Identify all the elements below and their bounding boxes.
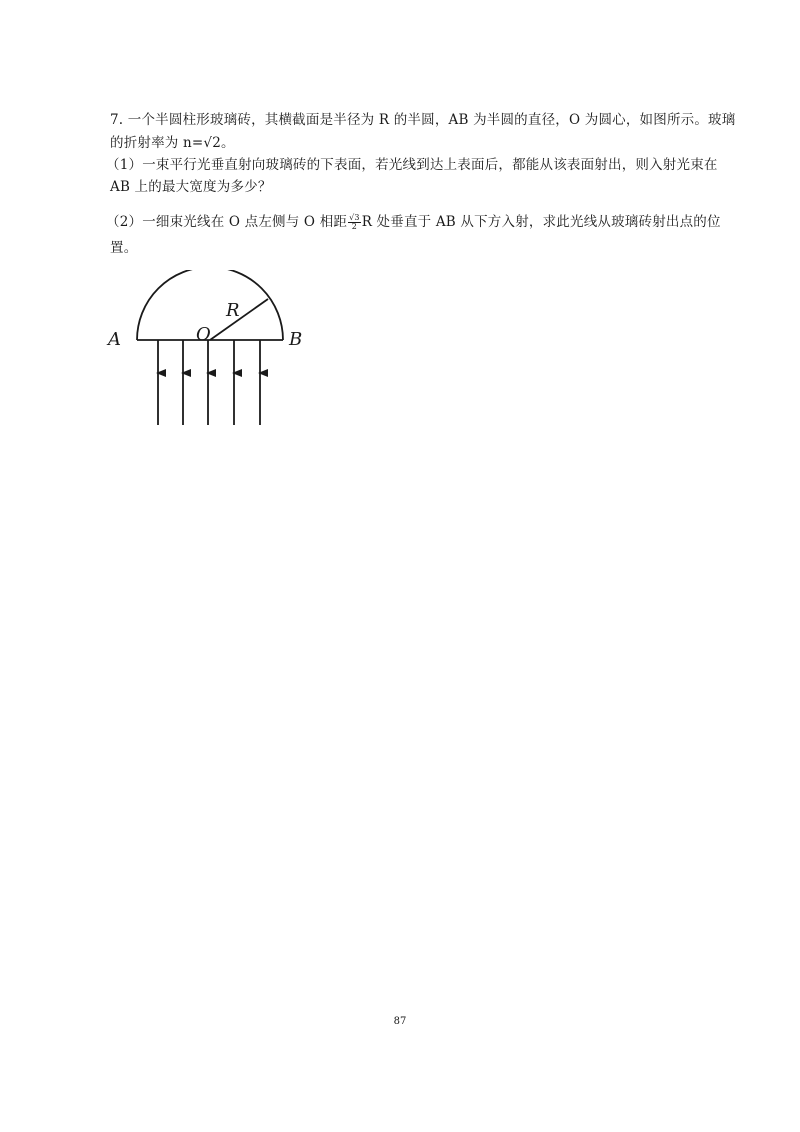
fraction-numerator: √3	[349, 213, 360, 222]
part2-line-2: 置。	[110, 240, 138, 256]
problem-line-1: 7. 一个半圆柱形玻璃砖，其横截面是半径为 R 的半圆，AB 为半圆的直径，O 为圆心，如图所示。玻璃	[110, 112, 736, 128]
part1-line-1: （1）一束平行光垂直射向玻璃砖的下表面，若光线到达上表面后，都能从该表面射出，则入射光束在	[106, 157, 718, 173]
sqrt3-over-2-fraction	[348, 214, 361, 231]
label-o: O	[196, 324, 211, 345]
label-r: R	[226, 300, 240, 321]
problem-line-2: 的折射率为 n=√2。	[110, 135, 235, 151]
part2-text-b: R 处垂直于 AB 从下方入射，求此光线从玻璃砖射出点的位	[361, 214, 721, 230]
label-b: B	[289, 329, 303, 350]
page-number: 87	[393, 1016, 407, 1027]
fraction-denominator: 2	[351, 222, 358, 231]
part1-line-2: AB 上的最大宽度为多少？	[110, 179, 272, 195]
label-a: A	[108, 329, 121, 350]
part2-line-1	[106, 210, 721, 231]
semicircle-glass-figure	[100, 270, 320, 430]
part2-text-a: （2）一细束光线在 O 点左侧与 O 相距	[106, 214, 348, 230]
